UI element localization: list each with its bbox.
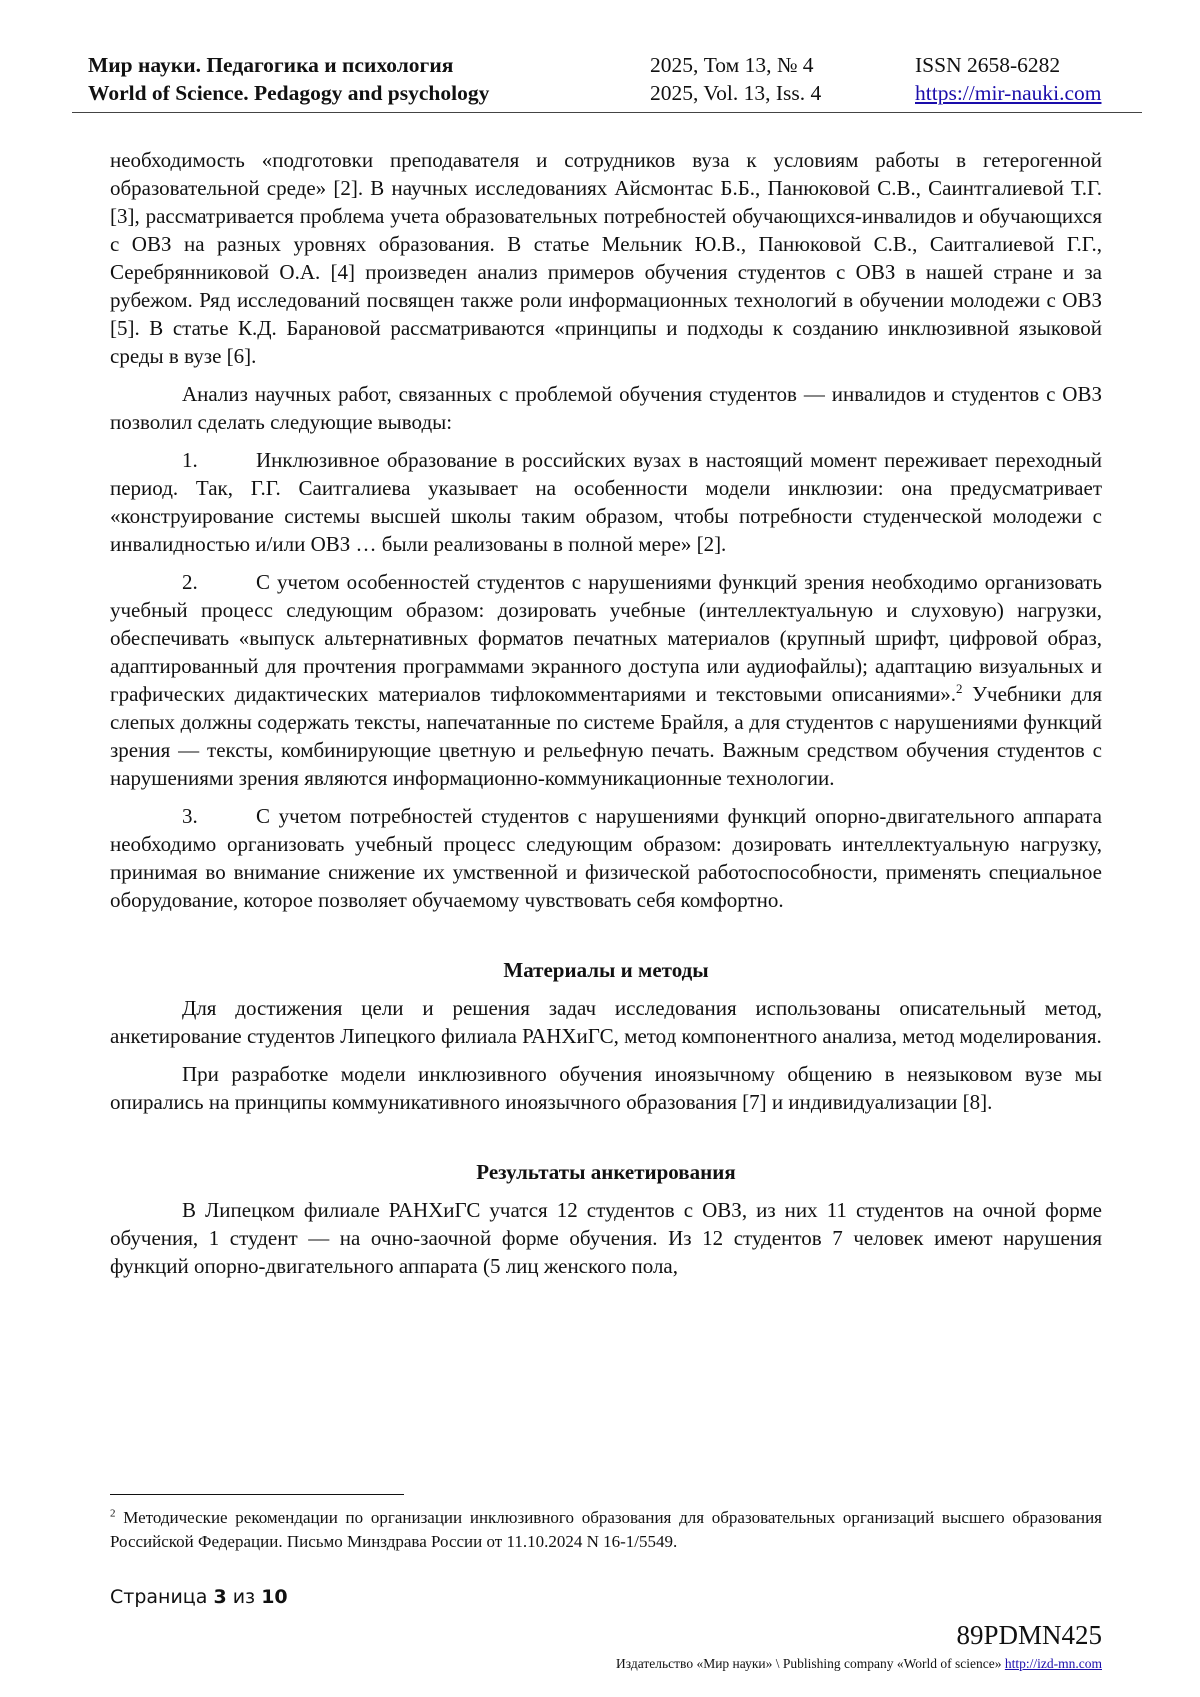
journal-issn [915,51,1101,107]
list-item-text: Инклюзивное образование в российских вузах в настоящий момент переживает переходный период. Так, Г.Г. Саитгалиева указывает на особенности модели инклюзии: она предусматривает «конструирование системы высшей школы таким образом, чтобы потребности студенческой молодежи с инвалидностью и/или ОВЗ … были реализованы в полной мере» [2]. [110,448,1102,556]
volume-ru: 2025, Том 13, № 4 [650,53,814,77]
journal-volume [650,51,821,107]
journal-header [72,50,1142,113]
paragraph-methods: Для достижения цели и решения задач исследования использованы описательный метод, анкетирование студентов Липецкого филиала РАНХиГС, метод компонентного анализа, метод моделирования. [110,996,1102,1048]
footnote-divider [110,1494,404,1495]
list-item [110,568,1102,792]
page-label: Страница [110,1586,214,1608]
publisher-line [616,1656,1102,1672]
list-item-number: 2. [182,570,198,594]
page-current: 3 [213,1586,227,1608]
paragraph-analysis: Анализ научных работ, связанных с проблемой обучения студентов — инвалидов и студентов с ОВЗ позволил сделать следующие выводы: [110,382,1102,434]
journal-title-ru: Мир науки. Педагогика и психология [88,53,454,77]
journal-title [88,51,489,107]
list-item-number: 3. [182,804,198,828]
volume-en: 2025, Vol. 13, Iss. 4 [650,81,822,105]
list-item-number: 1. [182,448,198,472]
footnote-text: Методические рекомендации по организации инклюзивного образования для образовательных организаций высшего образования Российской Федерации. Письмо Минздрава России от 11.10.2024 N 16-1/5549. [110,1508,1102,1551]
page-of: из [226,1586,262,1608]
list-item-text: С учетом особенностей студентов с нарушениями функций зрения необходимо организовать учебный процесс следующим образом: дозировать учебные (интеллектуальную и слуховую) нагрузки, обеспечивать «выпуск альтернативных форматов печатных материалов (крупный шрифт, цифровой образ, адаптированный для прочтения программами экранного доступа или аудиофайлы); адаптацию визуальных и графических дидактических материалов тифлокомментариями и текстовыми описаниями». [110,570,1102,706]
footnote-ref[interactable]: 2 [955,681,963,696]
page-number [110,1586,288,1608]
paragraph-intro: необходимость «подготовки преподавателя и сотрудников вуза к условиям работы в гетерогенной образовательной среде» [2]. В научных исследованиях Айсмонтас Б.Б., Панюковой С.В., Саинтгалиевой Т.Г. [3], рассматривается проблема учета образовательных потребностей обучающихся-инвалидов и обучающихся с ОВЗ на разных уровнях образования. В статье Мельник Ю.В., Панюковой С.В., Саитгалиевой Г.Г., Серебрянниковой О.А. [4] произведен анализ примеров обучения студентов с ОВЗ в нашей стране и за рубежом. Ряд исследований посвящен также роли информационных технологий в обучении молодежи с ОВЗ [5]. В статье К.Д. Барановой рассматриваются «принципы и подходы к созданию инклюзивной языковой среды в вузе [6]. [110,148,1102,368]
footnote [110,1506,1102,1554]
journal-url-link[interactable]: https://mir-nauki.com [915,81,1102,105]
journal-title-en: World of Science. Pedagogy and psychology [88,81,490,105]
list-item [110,446,1102,558]
list-item-text: С учетом потребностей студентов с нарушениями функций опорно-двигательного аппарата необходимо организовать учебный процесс следующим образом: дозировать интеллектуальную нагрузку, принимая во внимание снижение их умственной и физической работоспособности, применять специальное оборудование, которое позволяет обучаемому чувствовать себя комфортно. [110,804,1102,912]
paragraph-results: В Липецком филиале РАНХиГС учатся 12 студентов с ОВЗ, из них 11 студентов на очной форме обучения, 1 студент — на очно-заочной форме обучения. Из 12 студентов 7 человек имеют нарушения функций опорно-двигательного аппарата (5 лиц женского пола, [110,1198,1102,1278]
section-title-results: Результаты анкетирования [476,1160,736,1184]
issn: ISSN 2658-6282 [915,53,1061,77]
footnote-mark: 2 [110,1507,116,1520]
article-code: 89PDMN425 [956,1620,1102,1650]
page-total: 10 [261,1586,288,1608]
publisher-link[interactable]: http://izd-mn.com [1004,1656,1102,1671]
article-body [110,146,1102,1280]
paragraph-principles: При разработке модели инклюзивного обучения иноязычному общению в неязыковом вузе мы опирались на принципы коммуникативного иноязычного образования [7] и индивидуализации [8]. [110,1062,1102,1114]
list-item-text-cont: Учебники для слепых должны содержать тексты, напечатанные по системе Брайля, а для студентов с нарушениями функций зрения — тексты, комбинирующие цветную и рельефную печать. Важным средством обучения студентов с нарушениями зрения являются информационно-коммуникационные технологии. [110,682,1102,790]
section-title-methods: Материалы и методы [503,958,709,982]
list-item [110,802,1102,914]
publisher-text: Издательство «Мир науки» \ Publishing company «World of science» [616,1656,1005,1671]
